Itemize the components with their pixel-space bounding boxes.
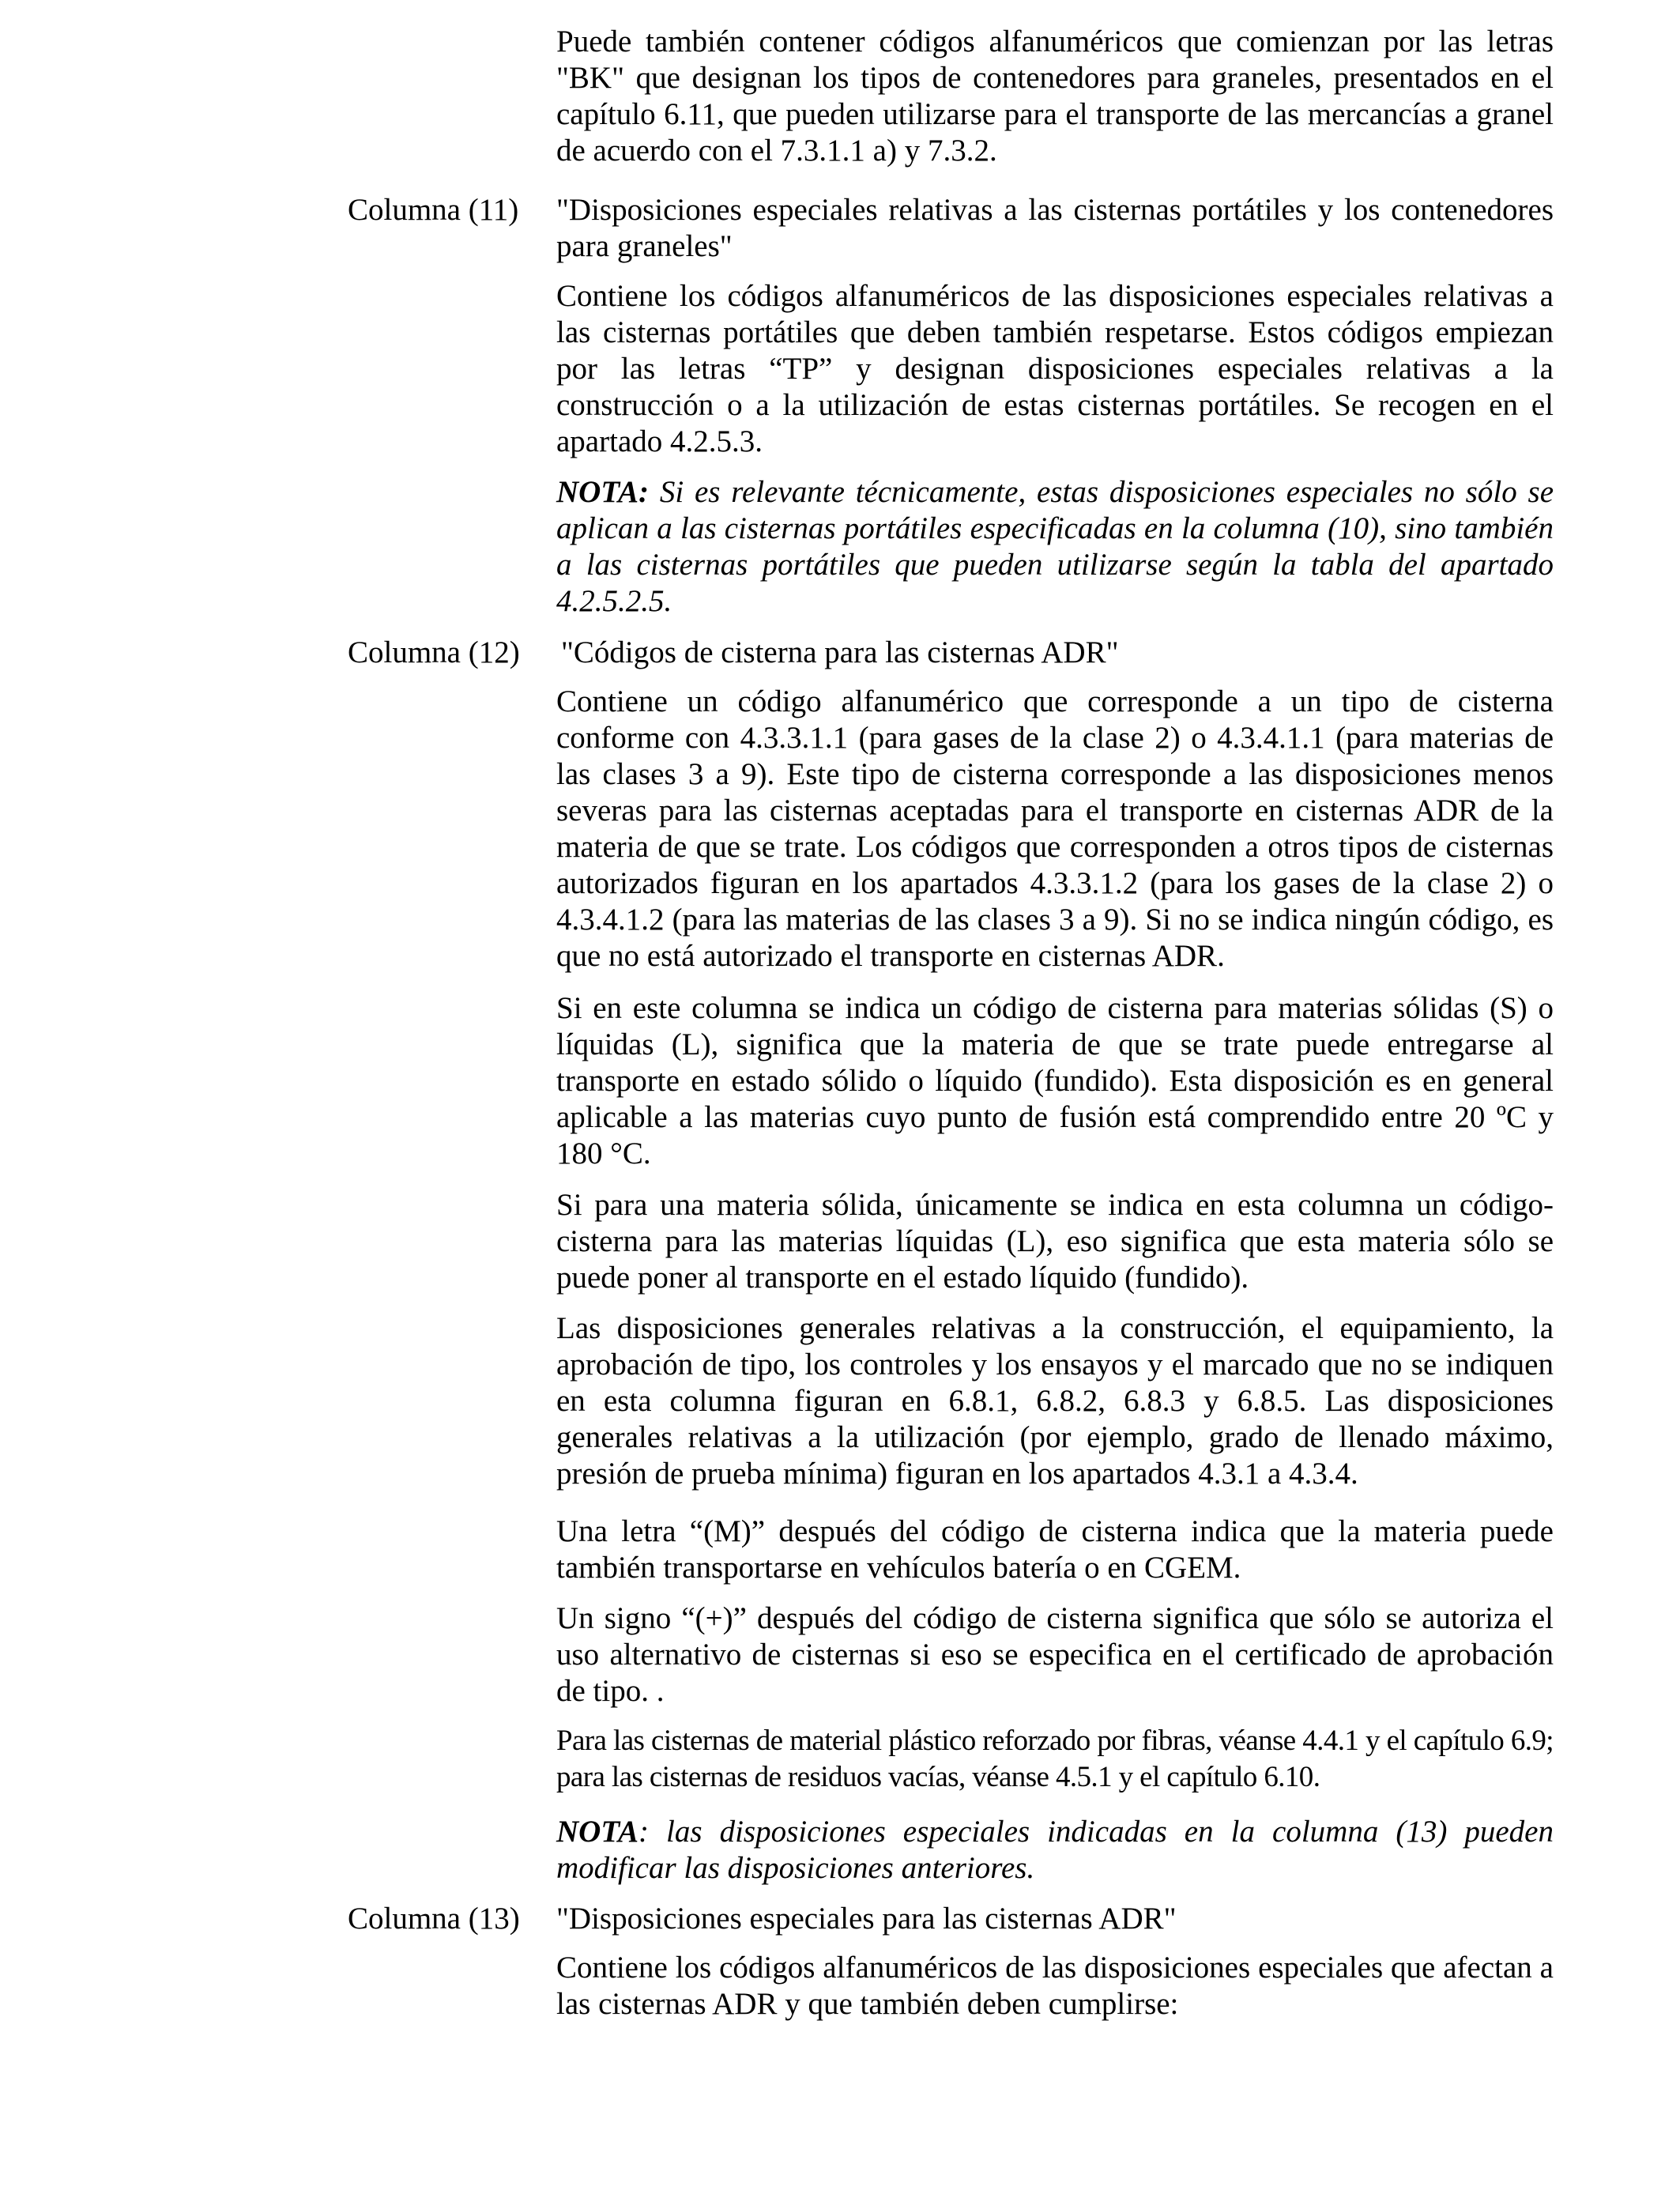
- col12-paragraph-4: Las disposiciones generales relativas a la construcción, el equipamiento, la aprobación de tipo, los controles y los ensayos y el marcado que no se indiquen en esta columna figuran en 6.8.1, 6.8.2, 6.8.3 y 6.8.5. Las disposiciones generales relativas a la utilización (por ejemplo, grado de llenado máximo, presión de prueba mínima) figuran en los apartados 4.3.1 a 4.3.4.: [556, 1311, 1554, 1491]
- col12-heading: "Códigos de cisterna para las cisternas ADR": [561, 635, 1119, 669]
- nota-text: : las disposiciones especiales indicadas en la columna (13) pueden modificar las disposiciones anteriores.: [556, 1815, 1554, 1885]
- nota-label: NOTA: [556, 1815, 639, 1849]
- col12-paragraph-1: Contiene un código alfanumérico que corresponde a un tipo de cisterna conforme con 4.3.3.1.1 (para gases de la clase 2) o 4.3.4.1.1 (para materias de las clases 3 a 9). Este tipo de cisterna corresponde a las disposiciones menos severas para las cisternas aceptadas para el transporte en cisternas ADR de la materia de que se trate. Los códigos que corresponden a otros tipos de cisternas autorizados figuran en los apartados 4.3.3.1.2 (para los gases de la clase 2) o 4.3.4.1.2 (para las materias de las clases 3 a 9). Si no se indica ningún código, es que no está autorizado el transporte en cisternas ADR.: [556, 684, 1554, 973]
- intro-paragraph: Puede también contener códigos alfanuméricos que comienzan por las letras "BK" que designan los tipos de contenedores para graneles, presentados en el capítulo 6.11, que pueden utilizarse para el transporte de las mercancías a granel de acuerdo con el 7.3.1.1 a) y 7.3.2.: [556, 25, 1554, 168]
- col13-heading: "Disposiciones especiales para las cisternas ADR": [556, 1902, 1177, 1936]
- col11-paragraph-1: Contiene los códigos alfanuméricos de las disposiciones especiales relativas a las cisternas portátiles que deben también respetarse. Estos códigos empiezan por las letras “TP” y designan disposiciones especiales relativas a la construcción o a la utilización de estas cisternas portátiles. Se recogen en el apartado 4.2.5.3.: [556, 279, 1554, 458]
- col12-paragraph-5: Una letra “(M)” después del código de cisterna indica que la materia puede también transportarse en vehículos batería o en CGEM.: [556, 1514, 1554, 1585]
- col12-label: Columna (12): [348, 635, 520, 669]
- col12-paragraph-2: Si en este columna se indica un código de cisterna para materias sólidas (S) o líquidas (L), significa que la materia de que se trate puede entregarse al transporte en estado sólido o líquido (fundido). Esta disposición es en general aplicable a las materias cuyo punto de fusión está comprendido entre 20 ºC y 180 °C.: [556, 991, 1554, 1171]
- nota-text: Si es relevante técnicamente, estas disposiciones especiales no sólo se aplican a las cisternas portátiles especificadas en la columna (10), sino también a las cisternas portátiles que pueden utilizarse según la tabla del apartado 4.2.5.2.5.: [556, 475, 1554, 618]
- col11-label: Columna (11): [348, 193, 519, 227]
- col12-paragraph-7: Para las cisternas de material plástico reforzado por fibras, véanse 4.4.1 y el capítulo 6.9; para las cisternas de residuos vacías, véanse 4.5.1 y el capítulo 6.10.: [556, 1725, 1554, 1793]
- col12-paragraph-6: Un signo “(+)” después del código de cisterna significa que sólo se autoriza el uso alternativo de cisternas si eso se especifica en el certificado de aprobación de tipo. .: [556, 1601, 1554, 1708]
- nota-label: NOTA:: [556, 475, 649, 509]
- col12-nota: [556, 1814, 1554, 1887]
- col13-paragraph-1: Contiene los códigos alfanuméricos de las disposiciones especiales que afectan a las cisternas ADR y que también deben cumplirse:: [556, 1951, 1554, 2021]
- col11-heading: "Disposiciones especiales relativas a las cisternas portátiles y los contenedores para graneles": [556, 193, 1554, 263]
- col11-nota: [556, 474, 1554, 620]
- col13-label: Columna (13): [348, 1902, 520, 1936]
- col12-paragraph-3: Si para una materia sólida, únicamente se indica en esta columna un código-cisterna para las materias líquidas (L), eso significa que esta materia sólo se puede poner al transporte en el estado líquido (fundido).: [556, 1188, 1554, 1295]
